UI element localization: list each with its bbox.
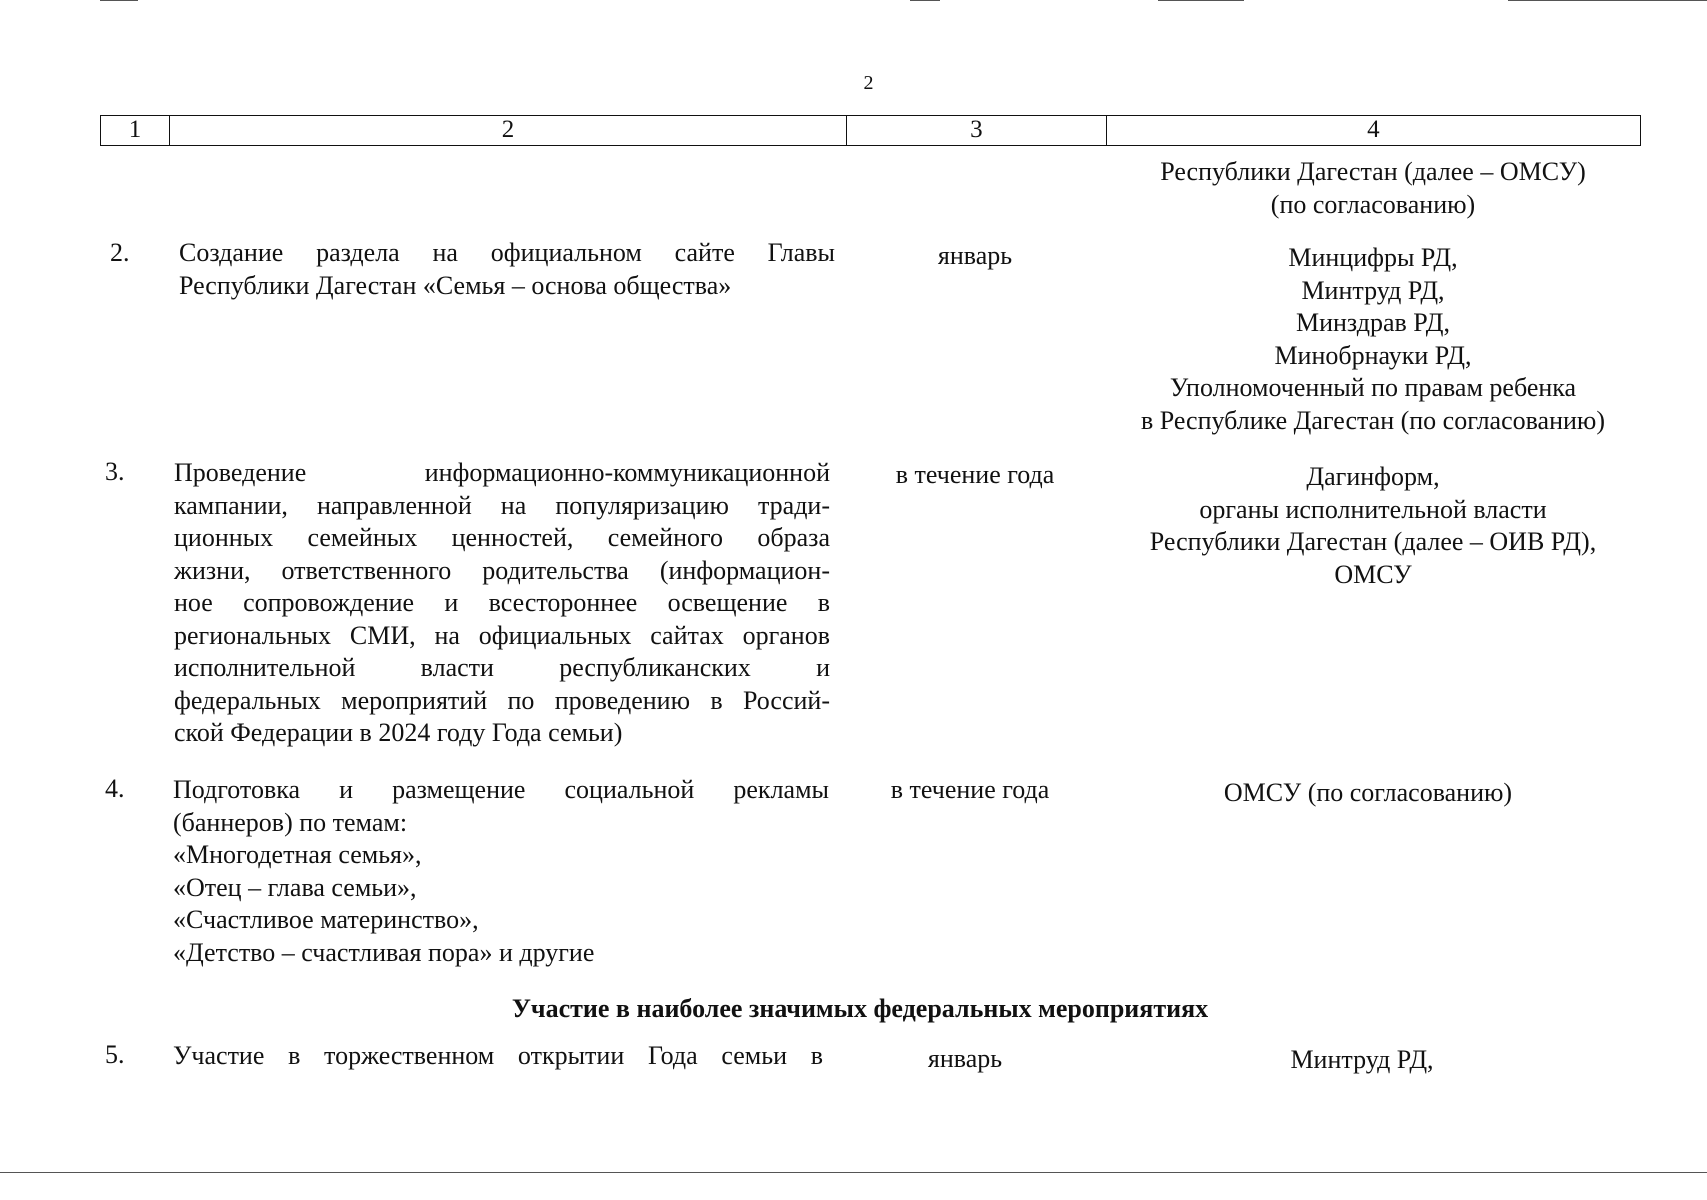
column-number-4: 4 [1106, 116, 1640, 145]
executor-line: органы исполнительной власти [1199, 494, 1547, 524]
row-executor [1092, 1044, 1632, 1077]
event-line: «Счастливое материнство», [173, 905, 479, 934]
executor-line: Минтруд РД, [1301, 275, 1445, 305]
event-line: (баннеров) по темам: [173, 807, 408, 837]
column-number-1: 1 [128, 116, 142, 143]
executor-line: Минцифры РД, [1288, 243, 1458, 272]
event-line: кампании, направленной на популяризацию тради- [174, 490, 830, 520]
executor-line: в Республике Дагестан (по согласованию) [1140, 405, 1606, 435]
row-event-text [174, 457, 830, 750]
event-line: ской Федерации в 2024 году Года семьи) [174, 718, 623, 747]
row-executor [1103, 461, 1643, 591]
event-line: Создание раздела на официальном сайте Главы [179, 238, 835, 267]
event-line: жизни, ответственного родительства (информацион- [174, 555, 830, 585]
executor-line: Минобрнауки РД, [1274, 340, 1472, 370]
column-number-2: 2 [169, 116, 846, 145]
row-event-text [173, 1040, 823, 1073]
executor-line: Минздрав РД, [1295, 308, 1451, 337]
row-number: 2. [110, 238, 130, 267]
row-term: январь [937, 241, 1013, 270]
event-line: «Детство – счастливая пора» и другие [173, 937, 595, 967]
event-line: исполнительной власти республиканских и [174, 653, 830, 682]
event-list-block [173, 807, 829, 970]
executor-line: ОМСУ (по согласованию) [1223, 778, 1513, 807]
executor-line: Уполномоченный по правам ребенка [1169, 373, 1577, 402]
row-executor [1098, 777, 1638, 810]
row-term: в течение года [895, 460, 1055, 489]
executor-line: Минтруд РД, [1290, 1045, 1434, 1074]
continued-executor [1103, 156, 1643, 221]
row-number: 5. [105, 1040, 125, 1069]
event-line: Подготовка и размещение социальной рекламы [173, 775, 829, 804]
event-line: региональных СМИ, на официальных сайтах органов [174, 620, 830, 650]
column-number-3: 3 [846, 116, 1106, 145]
event-line: «Отец – глава семьи», [173, 872, 417, 902]
event-justified-block [173, 774, 829, 807]
event-line: федеральных мероприятий по проведению в Россий- [174, 685, 830, 715]
event-line: «Многодетная семья», [173, 840, 422, 869]
event-line: ное сопровождение и всестороннее освещение в [174, 588, 830, 617]
row-event-text [173, 774, 829, 969]
executor-line: Дагинформ, [1306, 462, 1440, 491]
continued-executor-line: Республики Дагестан (далее – ОМСУ) [1160, 157, 1586, 186]
event-line: Участие в торжественном открытии Года семьи в [173, 1041, 823, 1070]
row-term: январь [927, 1044, 1003, 1073]
event-line: ционных семейных ценностей, семейного образа [174, 523, 830, 552]
continued-executor-line: (по согласованию) [1270, 189, 1476, 219]
section-heading: Участие в наиболее значимых федеральных мероприятиях [511, 994, 1209, 1023]
scan-edge-top-mid [910, 0, 940, 1]
scan-edge-top-far-right [1508, 0, 1707, 1]
row-executor [1103, 242, 1643, 437]
scan-edge-bottom [0, 1172, 1707, 1173]
row-number: 4. [105, 774, 125, 803]
row-term: в течение года [890, 775, 1050, 804]
executor-line: ОМСУ [1334, 559, 1412, 589]
event-line: Проведение информационно-коммуникационной [174, 458, 830, 487]
row-number: 3. [105, 457, 125, 486]
page-number: 2 [863, 72, 874, 94]
event-line: Республики Дагестан «Семья – основа общества» [179, 270, 732, 300]
row-event-text [179, 237, 835, 302]
executor-line: Республики Дагестан (далее – ОИВ РД), [1149, 527, 1597, 556]
column-number-header [100, 115, 1641, 146]
scan-edge-top-right [1158, 0, 1244, 1]
scan-edge-top-left [100, 0, 138, 1]
